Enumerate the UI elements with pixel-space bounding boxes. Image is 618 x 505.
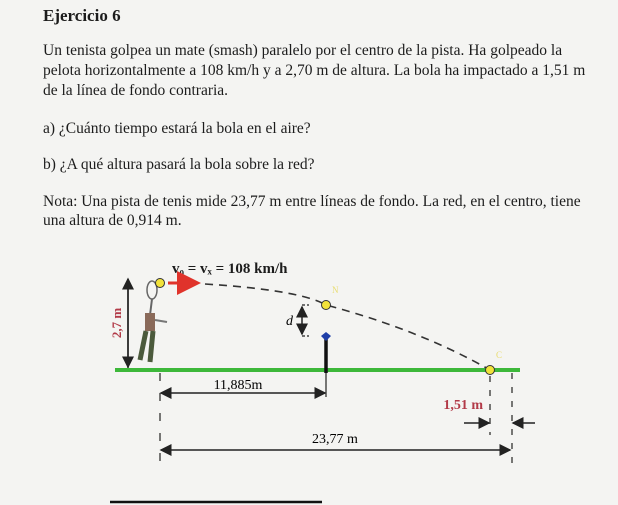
question-a: a) ¿Cuánto tiempo estará la bola en el aire? [43, 120, 311, 137]
net-top-marker [321, 332, 331, 341]
player-figure [140, 281, 167, 362]
statement-line-2: pelota horizontalmente a 108 km/h y a 2,70 m de altura. La bola ha impactado a 1,51 m [43, 62, 586, 79]
net-point-label: N [332, 285, 339, 295]
statement-line-1: Un tenista golpea un mate (smash) paralelo por el centro de la pista. Ha golpeado la [43, 42, 563, 59]
trajectory-curve [205, 284, 490, 370]
ball-net [322, 301, 331, 310]
impact-point-label: C [496, 350, 503, 360]
question-b: b) ¿A qué altura pasará la bola sobre la red? [43, 156, 315, 173]
baseline-distance-label: 1,51 m [443, 398, 483, 413]
velocity-label: v₀ = vₓ = 108 km/h [172, 261, 288, 277]
statement-line-3: de la línea de fondo contraria. [43, 82, 229, 99]
note-line-2: una altura de 0,914 m. [43, 212, 182, 229]
ball-start [156, 279, 165, 288]
height-label: 2,7 m [109, 307, 124, 339]
note-line-1: Nota: Una pista de tenis mide 23,77 m entre líneas de fondo. La red, en el centro, tiene [43, 193, 581, 210]
d-label: d [286, 314, 293, 329]
full-court-label: 23,77 m [312, 432, 358, 447]
ball-impact [486, 366, 495, 375]
half-court-label: 11,885m [213, 378, 263, 393]
exercise-title: Ejercicio 6 [43, 6, 121, 25]
